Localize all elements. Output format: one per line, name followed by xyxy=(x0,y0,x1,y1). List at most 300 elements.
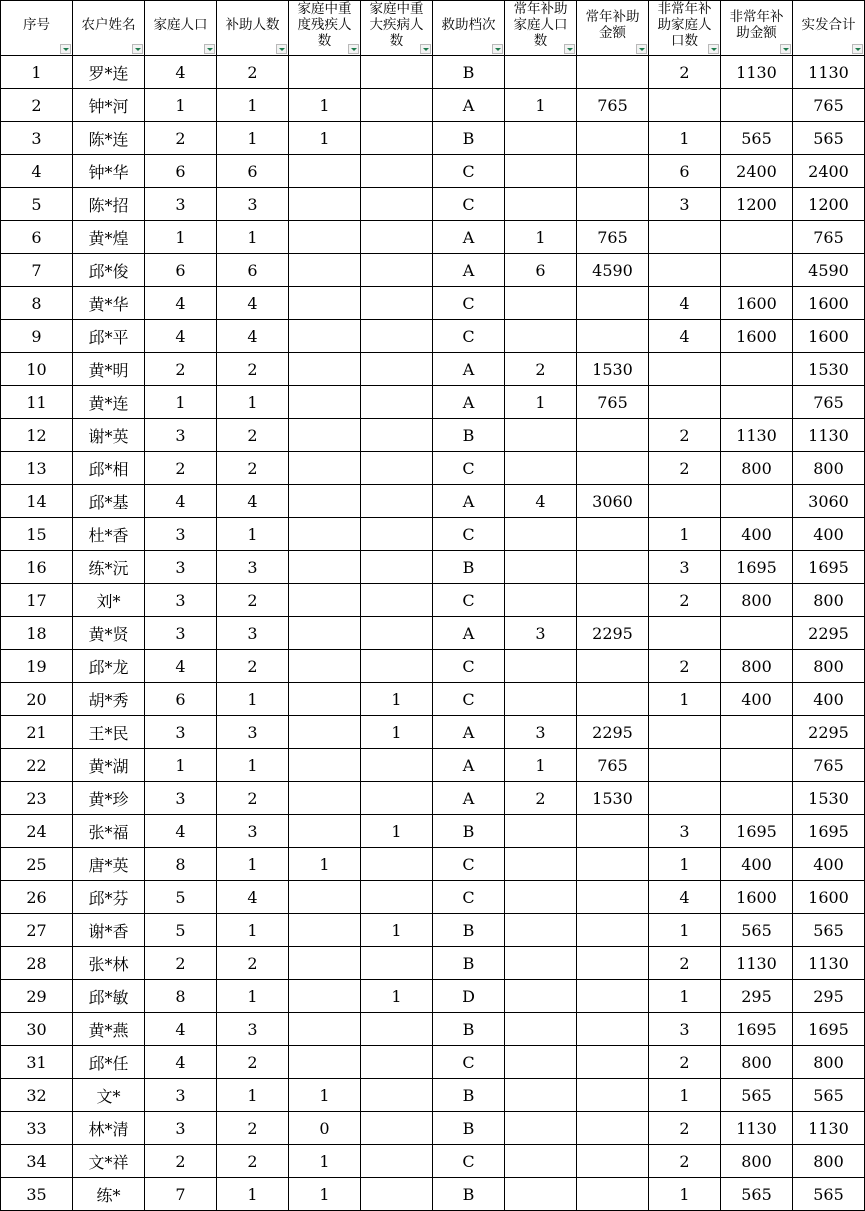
cell-illness-count[interactable] xyxy=(361,485,433,518)
cell-family-size[interactable]: 5 xyxy=(145,914,217,947)
cell-subsidized-count[interactable]: 2 xyxy=(217,1046,289,1079)
cell-name[interactable]: 黄*珍 xyxy=(73,782,145,815)
cell-nonregular-amount[interactable] xyxy=(721,716,793,749)
cell-nonregular-amount[interactable] xyxy=(721,617,793,650)
cell-name[interactable]: 黄*煌 xyxy=(73,221,145,254)
cell-disabled-count[interactable] xyxy=(289,551,361,584)
cell-nonregular-amount[interactable] xyxy=(721,485,793,518)
cell-regular-amount[interactable]: 765 xyxy=(577,221,649,254)
cell-family-size[interactable]: 3 xyxy=(145,551,217,584)
cell-aid-level[interactable]: A xyxy=(433,716,505,749)
filter-dropdown-icon[interactable] xyxy=(708,44,719,54)
cell-regular-amount[interactable] xyxy=(577,683,649,716)
cell-disabled-count[interactable] xyxy=(289,386,361,419)
cell-serial[interactable]: 8 xyxy=(1,287,73,320)
cell-regular-amount[interactable]: 3060 xyxy=(577,485,649,518)
cell-subsidized-count[interactable]: 2 xyxy=(217,782,289,815)
cell-regular-count[interactable] xyxy=(505,320,577,353)
cell-regular-amount[interactable]: 765 xyxy=(577,89,649,122)
cell-regular-count[interactable] xyxy=(505,122,577,155)
cell-aid-level[interactable]: A xyxy=(433,353,505,386)
cell-name[interactable]: 邱*敏 xyxy=(73,980,145,1013)
cell-subsidized-count[interactable]: 4 xyxy=(217,485,289,518)
cell-family-size[interactable]: 6 xyxy=(145,155,217,188)
cell-nonregular-amount[interactable]: 400 xyxy=(721,848,793,881)
cell-nonregular-amount[interactable]: 565 xyxy=(721,1178,793,1211)
cell-aid-level[interactable]: B xyxy=(433,122,505,155)
cell-subsidized-count[interactable]: 2 xyxy=(217,947,289,980)
cell-name[interactable]: 练* xyxy=(73,1178,145,1211)
cell-illness-count[interactable] xyxy=(361,320,433,353)
cell-serial[interactable]: 32 xyxy=(1,1079,73,1112)
cell-nonregular-amount[interactable]: 1695 xyxy=(721,551,793,584)
cell-serial[interactable]: 18 xyxy=(1,617,73,650)
cell-family-size[interactable]: 1 xyxy=(145,89,217,122)
cell-regular-count[interactable] xyxy=(505,650,577,683)
cell-disabled-count[interactable]: 1 xyxy=(289,1178,361,1211)
cell-regular-amount[interactable] xyxy=(577,56,649,89)
cell-name[interactable]: 黄*华 xyxy=(73,287,145,320)
cell-name[interactable]: 钟*河 xyxy=(73,89,145,122)
cell-nonregular-count[interactable]: 2 xyxy=(649,1112,721,1145)
cell-nonregular-count[interactable]: 2 xyxy=(649,419,721,452)
cell-aid-level[interactable]: A xyxy=(433,749,505,782)
filter-dropdown-icon[interactable] xyxy=(348,44,359,54)
cell-nonregular-amount[interactable]: 1130 xyxy=(721,1112,793,1145)
cell-nonregular-count[interactable]: 4 xyxy=(649,881,721,914)
cell-subsidized-count[interactable]: 4 xyxy=(217,881,289,914)
cell-family-size[interactable]: 5 xyxy=(145,881,217,914)
cell-regular-amount[interactable]: 4590 xyxy=(577,254,649,287)
cell-nonregular-amount[interactable]: 400 xyxy=(721,683,793,716)
cell-illness-count[interactable] xyxy=(361,188,433,221)
cell-regular-count[interactable] xyxy=(505,584,577,617)
cell-name[interactable]: 邱*龙 xyxy=(73,650,145,683)
cell-regular-amount[interactable] xyxy=(577,1079,649,1112)
cell-nonregular-count[interactable]: 1 xyxy=(649,1178,721,1211)
cell-nonregular-amount[interactable]: 400 xyxy=(721,518,793,551)
cell-nonregular-amount[interactable]: 1695 xyxy=(721,1013,793,1046)
cell-subsidized-count[interactable]: 1 xyxy=(217,683,289,716)
cell-subsidized-count[interactable]: 1 xyxy=(217,980,289,1013)
cell-nonregular-amount[interactable] xyxy=(721,89,793,122)
cell-nonregular-count[interactable]: 1 xyxy=(649,1079,721,1112)
cell-family-size[interactable]: 4 xyxy=(145,815,217,848)
cell-serial[interactable]: 29 xyxy=(1,980,73,1013)
cell-family-size[interactable]: 4 xyxy=(145,1013,217,1046)
cell-family-size[interactable]: 3 xyxy=(145,419,217,452)
cell-disabled-count[interactable] xyxy=(289,914,361,947)
cell-subsidized-count[interactable]: 1 xyxy=(217,122,289,155)
cell-total[interactable]: 765 xyxy=(793,89,865,122)
cell-nonregular-amount[interactable]: 2400 xyxy=(721,155,793,188)
cell-illness-count[interactable] xyxy=(361,1046,433,1079)
cell-aid-level[interactable]: C xyxy=(433,683,505,716)
cell-nonregular-count[interactable]: 2 xyxy=(649,1046,721,1079)
cell-serial[interactable]: 34 xyxy=(1,1145,73,1178)
cell-name[interactable]: 钟*华 xyxy=(73,155,145,188)
filter-dropdown-icon[interactable] xyxy=(276,44,287,54)
cell-disabled-count[interactable] xyxy=(289,485,361,518)
cell-total[interactable]: 1530 xyxy=(793,782,865,815)
cell-subsidized-count[interactable]: 1 xyxy=(217,518,289,551)
cell-subsidized-count[interactable]: 2 xyxy=(217,650,289,683)
cell-illness-count[interactable] xyxy=(361,749,433,782)
cell-serial[interactable]: 26 xyxy=(1,881,73,914)
cell-serial[interactable]: 7 xyxy=(1,254,73,287)
cell-regular-amount[interactable] xyxy=(577,452,649,485)
cell-name[interactable]: 黄*明 xyxy=(73,353,145,386)
cell-aid-level[interactable]: B xyxy=(433,1112,505,1145)
cell-regular-amount[interactable]: 765 xyxy=(577,749,649,782)
cell-family-size[interactable]: 4 xyxy=(145,320,217,353)
cell-name[interactable]: 练*沅 xyxy=(73,551,145,584)
cell-subsidized-count[interactable]: 4 xyxy=(217,287,289,320)
cell-illness-count[interactable] xyxy=(361,254,433,287)
cell-family-size[interactable]: 3 xyxy=(145,518,217,551)
cell-nonregular-count[interactable] xyxy=(649,221,721,254)
cell-serial[interactable]: 28 xyxy=(1,947,73,980)
cell-serial[interactable]: 21 xyxy=(1,716,73,749)
cell-regular-count[interactable]: 3 xyxy=(505,617,577,650)
cell-nonregular-amount[interactable] xyxy=(721,782,793,815)
cell-name[interactable]: 谢*英 xyxy=(73,419,145,452)
cell-family-size[interactable]: 2 xyxy=(145,947,217,980)
cell-illness-count[interactable] xyxy=(361,287,433,320)
cell-subsidized-count[interactable]: 1 xyxy=(217,749,289,782)
filter-dropdown-icon[interactable] xyxy=(204,44,215,54)
cell-illness-count[interactable] xyxy=(361,782,433,815)
cell-aid-level[interactable]: C xyxy=(433,155,505,188)
cell-disabled-count[interactable] xyxy=(289,617,361,650)
cell-aid-level[interactable]: B xyxy=(433,1178,505,1211)
cell-nonregular-count[interactable] xyxy=(649,782,721,815)
cell-illness-count[interactable] xyxy=(361,881,433,914)
cell-regular-count[interactable]: 4 xyxy=(505,485,577,518)
cell-regular-count[interactable] xyxy=(505,452,577,485)
cell-total[interactable]: 800 xyxy=(793,650,865,683)
cell-nonregular-count[interactable] xyxy=(649,716,721,749)
cell-regular-amount[interactable] xyxy=(577,848,649,881)
cell-illness-count[interactable] xyxy=(361,56,433,89)
cell-total[interactable]: 1600 xyxy=(793,287,865,320)
cell-illness-count[interactable] xyxy=(361,650,433,683)
cell-nonregular-count[interactable]: 2 xyxy=(649,452,721,485)
cell-illness-count[interactable]: 1 xyxy=(361,716,433,749)
cell-family-size[interactable]: 4 xyxy=(145,485,217,518)
cell-regular-count[interactable] xyxy=(505,683,577,716)
cell-subsidized-count[interactable]: 4 xyxy=(217,320,289,353)
cell-aid-level[interactable]: A xyxy=(433,782,505,815)
cell-nonregular-amount[interactable]: 1130 xyxy=(721,56,793,89)
cell-disabled-count[interactable] xyxy=(289,1046,361,1079)
cell-subsidized-count[interactable]: 1 xyxy=(217,221,289,254)
cell-name[interactable]: 张*福 xyxy=(73,815,145,848)
cell-name[interactable]: 黄*连 xyxy=(73,386,145,419)
cell-disabled-count[interactable]: 1 xyxy=(289,1145,361,1178)
cell-total[interactable]: 1130 xyxy=(793,1112,865,1145)
cell-nonregular-amount[interactable]: 800 xyxy=(721,650,793,683)
cell-serial[interactable]: 16 xyxy=(1,551,73,584)
cell-aid-level[interactable]: B xyxy=(433,56,505,89)
cell-regular-amount[interactable] xyxy=(577,1178,649,1211)
cell-disabled-count[interactable] xyxy=(289,947,361,980)
cell-disabled-count[interactable] xyxy=(289,584,361,617)
cell-illness-count[interactable] xyxy=(361,1178,433,1211)
cell-aid-level[interactable]: A xyxy=(433,386,505,419)
cell-regular-amount[interactable] xyxy=(577,1145,649,1178)
cell-total[interactable]: 800 xyxy=(793,452,865,485)
cell-disabled-count[interactable] xyxy=(289,221,361,254)
cell-nonregular-count[interactable]: 2 xyxy=(649,56,721,89)
cell-regular-count[interactable] xyxy=(505,1013,577,1046)
cell-total[interactable]: 565 xyxy=(793,122,865,155)
cell-name[interactable]: 黄*贤 xyxy=(73,617,145,650)
cell-name[interactable]: 唐*英 xyxy=(73,848,145,881)
cell-name[interactable]: 杜*香 xyxy=(73,518,145,551)
cell-regular-count[interactable]: 3 xyxy=(505,716,577,749)
cell-nonregular-count[interactable] xyxy=(649,485,721,518)
cell-illness-count[interactable] xyxy=(361,353,433,386)
cell-total[interactable]: 400 xyxy=(793,683,865,716)
cell-disabled-count[interactable] xyxy=(289,782,361,815)
cell-disabled-count[interactable] xyxy=(289,320,361,353)
cell-nonregular-amount[interactable]: 295 xyxy=(721,980,793,1013)
cell-regular-count[interactable]: 6 xyxy=(505,254,577,287)
cell-total[interactable]: 765 xyxy=(793,221,865,254)
cell-regular-count[interactable] xyxy=(505,848,577,881)
cell-subsidized-count[interactable]: 1 xyxy=(217,1079,289,1112)
cell-serial[interactable]: 33 xyxy=(1,1112,73,1145)
cell-nonregular-amount[interactable]: 1130 xyxy=(721,419,793,452)
cell-serial[interactable]: 17 xyxy=(1,584,73,617)
cell-regular-count[interactable]: 1 xyxy=(505,386,577,419)
cell-serial[interactable]: 22 xyxy=(1,749,73,782)
cell-disabled-count[interactable] xyxy=(289,650,361,683)
cell-subsidized-count[interactable]: 2 xyxy=(217,353,289,386)
cell-nonregular-count[interactable]: 2 xyxy=(649,650,721,683)
cell-regular-amount[interactable] xyxy=(577,815,649,848)
cell-name[interactable]: 黄*湖 xyxy=(73,749,145,782)
cell-serial[interactable]: 15 xyxy=(1,518,73,551)
cell-serial[interactable]: 35 xyxy=(1,1178,73,1211)
filter-dropdown-icon[interactable] xyxy=(852,44,863,54)
cell-nonregular-amount[interactable] xyxy=(721,353,793,386)
cell-illness-count[interactable] xyxy=(361,551,433,584)
cell-nonregular-count[interactable]: 1 xyxy=(649,683,721,716)
cell-illness-count[interactable]: 1 xyxy=(361,980,433,1013)
cell-illness-count[interactable] xyxy=(361,155,433,188)
cell-family-size[interactable]: 1 xyxy=(145,386,217,419)
cell-regular-count[interactable] xyxy=(505,551,577,584)
cell-subsidized-count[interactable]: 1 xyxy=(217,848,289,881)
cell-illness-count[interactable]: 1 xyxy=(361,815,433,848)
cell-aid-level[interactable]: C xyxy=(433,1046,505,1079)
cell-nonregular-count[interactable]: 1 xyxy=(649,122,721,155)
cell-subsidized-count[interactable]: 2 xyxy=(217,452,289,485)
cell-name[interactable]: 谢*香 xyxy=(73,914,145,947)
cell-serial[interactable]: 31 xyxy=(1,1046,73,1079)
cell-nonregular-count[interactable]: 2 xyxy=(649,584,721,617)
cell-serial[interactable]: 23 xyxy=(1,782,73,815)
cell-aid-level[interactable]: A xyxy=(433,617,505,650)
cell-serial[interactable]: 5 xyxy=(1,188,73,221)
cell-aid-level[interactable]: C xyxy=(433,518,505,551)
cell-aid-level[interactable]: B xyxy=(433,551,505,584)
cell-disabled-count[interactable] xyxy=(289,683,361,716)
cell-nonregular-count[interactable]: 1 xyxy=(649,980,721,1013)
cell-aid-level[interactable]: D xyxy=(433,980,505,1013)
cell-name[interactable]: 陈*招 xyxy=(73,188,145,221)
cell-total[interactable]: 2295 xyxy=(793,617,865,650)
cell-family-size[interactable]: 4 xyxy=(145,56,217,89)
cell-nonregular-amount[interactable]: 800 xyxy=(721,584,793,617)
cell-total[interactable]: 765 xyxy=(793,749,865,782)
cell-illness-count[interactable] xyxy=(361,1013,433,1046)
cell-total[interactable]: 565 xyxy=(793,1178,865,1211)
cell-regular-amount[interactable]: 2295 xyxy=(577,716,649,749)
cell-subsidized-count[interactable]: 2 xyxy=(217,1145,289,1178)
cell-total[interactable]: 400 xyxy=(793,848,865,881)
cell-illness-count[interactable] xyxy=(361,89,433,122)
cell-nonregular-count[interactable]: 2 xyxy=(649,947,721,980)
cell-regular-amount[interactable] xyxy=(577,551,649,584)
cell-nonregular-amount[interactable]: 1130 xyxy=(721,947,793,980)
cell-family-size[interactable]: 2 xyxy=(145,1145,217,1178)
cell-disabled-count[interactable] xyxy=(289,419,361,452)
cell-disabled-count[interactable] xyxy=(289,287,361,320)
cell-name[interactable]: 邱*平 xyxy=(73,320,145,353)
cell-regular-amount[interactable] xyxy=(577,1112,649,1145)
cell-nonregular-amount[interactable] xyxy=(721,254,793,287)
cell-illness-count[interactable] xyxy=(361,221,433,254)
cell-serial[interactable]: 10 xyxy=(1,353,73,386)
cell-family-size[interactable]: 3 xyxy=(145,188,217,221)
cell-nonregular-count[interactable] xyxy=(649,617,721,650)
cell-nonregular-count[interactable]: 1 xyxy=(649,914,721,947)
cell-disabled-count[interactable] xyxy=(289,1013,361,1046)
cell-disabled-count[interactable] xyxy=(289,518,361,551)
cell-nonregular-amount[interactable]: 1600 xyxy=(721,287,793,320)
cell-family-size[interactable]: 1 xyxy=(145,221,217,254)
cell-family-size[interactable]: 1 xyxy=(145,749,217,782)
cell-regular-amount[interactable] xyxy=(577,518,649,551)
cell-nonregular-count[interactable] xyxy=(649,386,721,419)
cell-family-size[interactable]: 6 xyxy=(145,683,217,716)
cell-aid-level[interactable]: B xyxy=(433,914,505,947)
cell-regular-count[interactable] xyxy=(505,155,577,188)
cell-regular-count[interactable] xyxy=(505,287,577,320)
cell-total[interactable]: 400 xyxy=(793,518,865,551)
cell-name[interactable]: 林*清 xyxy=(73,1112,145,1145)
cell-illness-count[interactable] xyxy=(361,1145,433,1178)
filter-dropdown-icon[interactable] xyxy=(564,44,575,54)
cell-regular-amount[interactable]: 1530 xyxy=(577,353,649,386)
filter-dropdown-icon[interactable] xyxy=(420,44,431,54)
filter-dropdown-icon[interactable] xyxy=(636,44,647,54)
cell-serial[interactable]: 25 xyxy=(1,848,73,881)
cell-name[interactable]: 胡*秀 xyxy=(73,683,145,716)
cell-regular-amount[interactable]: 2295 xyxy=(577,617,649,650)
cell-subsidized-count[interactable]: 6 xyxy=(217,254,289,287)
cell-regular-amount[interactable] xyxy=(577,1013,649,1046)
cell-total[interactable]: 3060 xyxy=(793,485,865,518)
filter-dropdown-icon[interactable] xyxy=(60,44,71,54)
cell-aid-level[interactable]: C xyxy=(433,584,505,617)
cell-disabled-count[interactable] xyxy=(289,815,361,848)
cell-name[interactable]: 邱*任 xyxy=(73,1046,145,1079)
cell-nonregular-amount[interactable]: 1600 xyxy=(721,881,793,914)
cell-nonregular-amount[interactable]: 565 xyxy=(721,914,793,947)
cell-illness-count[interactable] xyxy=(361,1079,433,1112)
cell-nonregular-count[interactable]: 3 xyxy=(649,551,721,584)
cell-nonregular-count[interactable]: 2 xyxy=(649,1145,721,1178)
cell-disabled-count[interactable]: 1 xyxy=(289,848,361,881)
cell-family-size[interactable]: 8 xyxy=(145,980,217,1013)
cell-total[interactable]: 1130 xyxy=(793,56,865,89)
cell-regular-count[interactable] xyxy=(505,815,577,848)
cell-regular-count[interactable] xyxy=(505,56,577,89)
cell-nonregular-count[interactable]: 6 xyxy=(649,155,721,188)
cell-name[interactable]: 邱*芬 xyxy=(73,881,145,914)
cell-family-size[interactable]: 3 xyxy=(145,1079,217,1112)
cell-disabled-count[interactable]: 1 xyxy=(289,89,361,122)
cell-illness-count[interactable] xyxy=(361,122,433,155)
cell-regular-amount[interactable] xyxy=(577,320,649,353)
cell-regular-amount[interactable] xyxy=(577,188,649,221)
cell-total[interactable]: 565 xyxy=(793,914,865,947)
cell-subsidized-count[interactable]: 1 xyxy=(217,1178,289,1211)
cell-illness-count[interactable] xyxy=(361,1112,433,1145)
filter-dropdown-icon[interactable] xyxy=(780,44,791,54)
cell-family-size[interactable]: 3 xyxy=(145,1112,217,1145)
cell-illness-count[interactable] xyxy=(361,386,433,419)
cell-aid-level[interactable]: C xyxy=(433,287,505,320)
cell-aid-level[interactable]: B xyxy=(433,815,505,848)
cell-nonregular-count[interactable]: 4 xyxy=(649,287,721,320)
cell-family-size[interactable]: 2 xyxy=(145,122,217,155)
cell-serial[interactable]: 9 xyxy=(1,320,73,353)
cell-nonregular-count[interactable] xyxy=(649,89,721,122)
cell-subsidized-count[interactable]: 2 xyxy=(217,584,289,617)
cell-total[interactable]: 1600 xyxy=(793,881,865,914)
cell-total[interactable]: 800 xyxy=(793,584,865,617)
cell-subsidized-count[interactable]: 1 xyxy=(217,89,289,122)
cell-aid-level[interactable]: A xyxy=(433,254,505,287)
cell-regular-count[interactable] xyxy=(505,188,577,221)
cell-regular-count[interactable]: 2 xyxy=(505,353,577,386)
cell-total[interactable]: 565 xyxy=(793,1079,865,1112)
cell-nonregular-amount[interactable] xyxy=(721,221,793,254)
cell-total[interactable]: 1695 xyxy=(793,551,865,584)
cell-aid-level[interactable]: A xyxy=(433,221,505,254)
cell-regular-amount[interactable] xyxy=(577,122,649,155)
cell-nonregular-count[interactable]: 3 xyxy=(649,815,721,848)
cell-serial[interactable]: 27 xyxy=(1,914,73,947)
cell-nonregular-count[interactable]: 1 xyxy=(649,518,721,551)
cell-total[interactable]: 1200 xyxy=(793,188,865,221)
cell-subsidized-count[interactable]: 3 xyxy=(217,815,289,848)
cell-nonregular-amount[interactable] xyxy=(721,749,793,782)
cell-regular-amount[interactable] xyxy=(577,1046,649,1079)
cell-subsidized-count[interactable]: 3 xyxy=(217,551,289,584)
cell-regular-count[interactable] xyxy=(505,914,577,947)
cell-family-size[interactable]: 2 xyxy=(145,452,217,485)
cell-total[interactable]: 1600 xyxy=(793,320,865,353)
cell-total[interactable]: 295 xyxy=(793,980,865,1013)
cell-nonregular-count[interactable] xyxy=(649,353,721,386)
cell-total[interactable]: 1130 xyxy=(793,419,865,452)
